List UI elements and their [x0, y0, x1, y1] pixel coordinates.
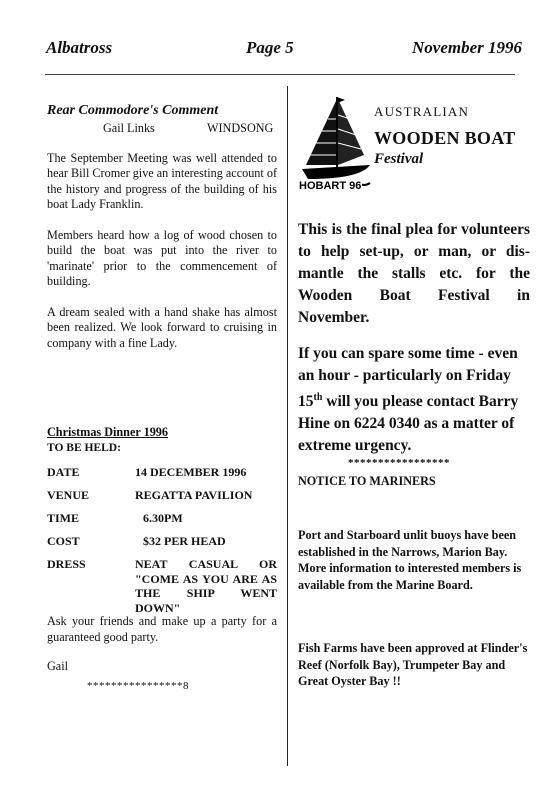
to-be-held-label: TO BE HELD: — [47, 441, 121, 454]
plea-paragraph: This is the final plea for volunteers to help set-up, or man, or dis-mantle the stalls etc. for the Wooden Boat Festival in November. — [298, 221, 530, 326]
header-date: November 1996 — [412, 38, 523, 57]
rear-commodore-heading: Rear Commodore's Comment — [47, 103, 219, 118]
festival-line-australian: AUSTRALIAN — [374, 104, 470, 119]
festival-line-wooden-boat: WOODEN BOAT — [374, 128, 516, 148]
notice-fish-farms: Fish Farms have been approved at Flinder's Reef (Norfolk Bay), Trumpeter Bay and Great Oyster Bay !! — [298, 641, 528, 688]
notice-heading: NOTICE TO MARINERS — [298, 474, 436, 488]
row-value: REGATTA PAVILION — [135, 488, 253, 502]
paragraph: Members heard how a log of wood chosen to build the boat was put into the river to 'marinate' prior to the commencement of building. — [47, 227, 277, 288]
row-key: TIME — [47, 511, 80, 525]
rear-commodore-section — [47, 103, 277, 351]
volunteer-plea — [298, 219, 530, 469]
header-publication: Albatross — [46, 38, 113, 57]
row-value: 14 DECEMBER 1996 — [135, 465, 247, 479]
superscript: th — [313, 392, 323, 403]
stars-divider: ***************** — [348, 457, 450, 470]
column-divider — [287, 86, 288, 766]
author-name: Gail Links — [103, 120, 155, 135]
paragraph: The September Meeting was well attended to hear Bill Cromer give an interesting account of the history and progress of the building of his boat Lady Franklin. — [47, 150, 277, 211]
signoff: Gail — [47, 659, 68, 673]
christmas-dinner-heading: Christmas Dinner 1996 — [47, 425, 168, 439]
stars-divider: ****************8 — [87, 679, 189, 692]
wooden-boat-logo — [298, 95, 374, 195]
christmas-dinner-heading-block — [47, 425, 277, 456]
plea-text: If you can spare some time - even an hour - particularly on Friday 15 — [298, 345, 518, 411]
row-key: COST — [47, 534, 80, 548]
row-value: NEAT CASUAL OR "COME AS YOU ARE AS THE SHIP WENT DOWN" — [135, 557, 277, 615]
boat-name: WINDSONG — [207, 120, 274, 135]
header-rule — [45, 74, 515, 75]
christmas-closing — [47, 614, 277, 694]
hobart-badge: HOBART 96 — [299, 180, 362, 192]
row-value: 6.30PM — [143, 511, 183, 525]
row-key: DRESS — [47, 557, 86, 571]
notice-buoys: Port and Starboard unlit buoys have been established in the Narrows, Marion Bay. More information to interested members is available from the Marine Board. — [298, 528, 522, 592]
plea-contact-paragraph — [298, 343, 530, 457]
festival-line-festival: Festival — [374, 151, 424, 167]
paragraph: A dream sealed with a hand shake has almost been realized. We look forward to cruising in company with a fine Lady. — [47, 304, 277, 350]
header-page-number: Page 5 — [246, 38, 294, 57]
festival-title — [374, 104, 515, 168]
row-key: DATE — [47, 465, 80, 479]
plea-text: will you please contact Barry Hine on 6224 0340 as a matter of extreme urgency. — [298, 393, 519, 455]
row-value: $32 PER HEAD — [143, 534, 226, 548]
row-key: VENUE — [47, 488, 90, 502]
closing-text: Ask your friends and make up a party for a guaranteed good party. — [47, 614, 277, 644]
